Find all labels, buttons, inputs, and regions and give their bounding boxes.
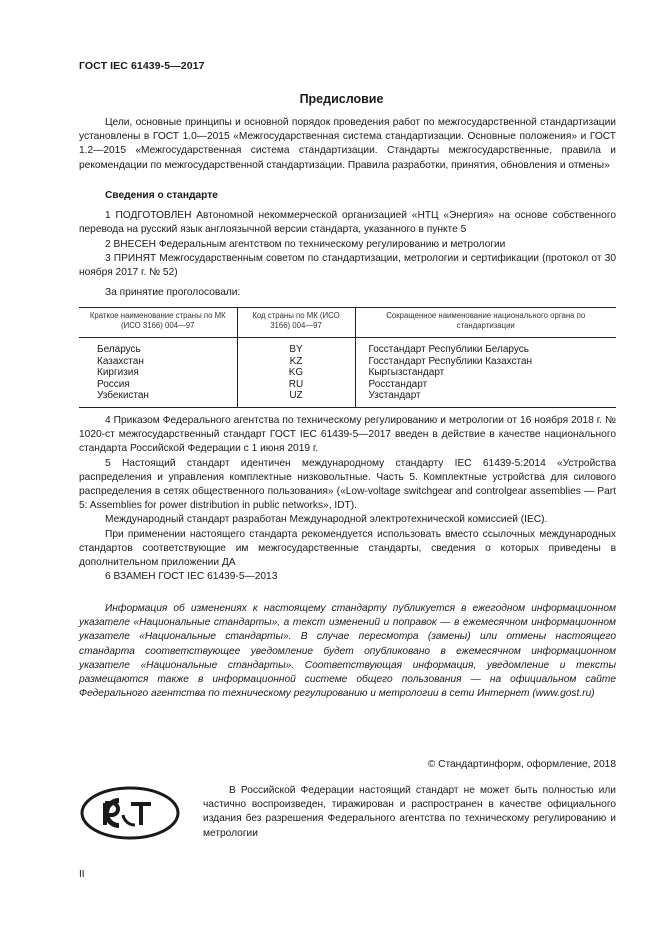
cell-body: Госстандарт Республики Казахстан — [355, 356, 616, 368]
section-heading: Сведения о стандарте — [105, 190, 218, 201]
header-country-name: Краткое наименование страны по МК (ИСО 3166) 004—97 — [89, 311, 226, 330]
header-country-code: Код страны по МК (ИСО 3166) 004—97 — [237, 308, 355, 338]
cell-country: Казахстан — [97, 355, 144, 367]
item-4: 4 Приказом Федерального агентства по техническому регулированию и метрологии от 16 ноября 2018 г. № 1020-ст межгосударственный стандарт ГОСТ IEC 61439-5—2017 введен в действие в качестве национального стандарта Российской Федерации с 1 июня 2019 г. — [79, 415, 616, 455]
table-row — [79, 379, 616, 391]
item-5: 5 Настоящий стандарт идентичен международному стандарту IEC 61439-5:2014 «Устройства распределения и управления комплектные низковольтные. Часть 5. Комплектные устройства для силового распределения в сетях общественного пользования» («Low-voltage switchgear and controlgear assemblies — Part 5: Assemblies for power distribution in public networks», IDT). — [79, 457, 616, 512]
cell-code: KG — [237, 367, 355, 379]
cell-body: Узстандарт — [355, 390, 616, 407]
cell-country: Киргизия — [97, 367, 139, 378]
cell-country: Узбекистан — [97, 390, 149, 401]
intro-block — [79, 116, 616, 173]
changes-info-notice — [79, 602, 616, 701]
table-row — [79, 390, 616, 407]
item-5-iec: Международный стандарт разработан Международной электротехнической комиссией (IEC). — [105, 514, 548, 526]
table-row — [79, 356, 616, 368]
item-5-refs: При применении настоящего стандарта рекомендуется использовать вместо ссылочных международных стандартов соответствующие им межгосударственные стандарты, сведения о которых приведены в дополнительном приложении ДА — [79, 528, 616, 569]
table-header-row — [79, 308, 616, 338]
voting-table-wrap — [79, 307, 616, 408]
doc-code-header: ГОСТ IEC 61439-5—2017 — [79, 60, 205, 72]
intro-paragraph: Цели, основные принципы и основной порядок проведения работ по межгосударственной стандартизации установлены в ГОСТ 1.0—2015 «Межгосударственная система стандартизации. Основные положения» и ГОСТ 1.2—2015 «Межгосударственная система стандартизации. Стандарты межгосударственные, правила и рекомендации по межгосударственной стандартизации. Правила разработки, принятия, обновления и отмены» — [79, 117, 616, 171]
rf-copyright-notice — [203, 784, 616, 841]
info-paragraph: Информация об изменениях к настоящему стандарту публикуется в ежегодном информационном указателе «Национальные стандарты», а текст изменений и поправок — в ежемесячном информационном указателе «Национальные стандарты». В случае пересмотра (замены) или отмены настоящего стандарта соответствующее уведомление будет опубликовано в ежемесячном информационном указателе «Национальные стандарты». Соответствующая информация, уведомление и тексты размещаются также в информационной системе общего пользования — на официальном сайте Федерального агентства по техническому регулированию и метрологии в сети Интернет (www.gost.ru) — [79, 603, 616, 700]
item-1: 1 ПОДГОТОВЛЕН Автономной некоммерческой организацией «НТЦ «Энергия» на основе собственного перевода на русский язык англоязычной версии стандарта, указанного в пункте 5 — [79, 210, 616, 236]
standard-info-block — [79, 189, 616, 300]
voted-label: За принятие проголосовали: — [105, 287, 241, 299]
table-row — [79, 338, 616, 356]
cell-body: Кыргызстандарт — [355, 367, 616, 379]
cell-code: BY — [237, 338, 355, 356]
rf-paragraph: В Российской Федерации настоящий стандарт не может быть полностью или частично воспроизведен, тиражирован и распространен в качестве официального издания без разрешения Федерального агентства по техническому регулированию и метрологии — [203, 785, 616, 839]
rst-logo-icon — [79, 785, 181, 841]
cell-code: UZ — [237, 390, 355, 407]
cell-body: Росстандарт — [355, 379, 616, 391]
cell-body: Госстандарт Республики Беларусь — [355, 338, 616, 356]
page-title: Предисловие — [299, 92, 384, 106]
cell-country: Беларусь — [97, 344, 141, 355]
header-national-body: Сокращенное наименование национального органа по стандартизации — [355, 308, 616, 338]
cell-code: RU — [237, 379, 355, 391]
item-2: 2 ВНЕСЕН Федеральным агентством по техническому регулированию и метрологии — [105, 238, 506, 250]
cell-code: KZ — [237, 356, 355, 368]
page-number: II — [79, 869, 85, 880]
standard-info-block-2 — [79, 414, 616, 584]
copyright-line: © Стандартинформ, оформление, 2018 — [427, 759, 616, 770]
cell-country: Россия — [97, 378, 130, 390]
voting-table — [79, 307, 616, 408]
item-3: 3 ПРИНЯТ Межгосударственным советом по стандартизации, метрологии и сертификации (протокол от 30 ноября 2017 г. № 52) — [79, 252, 616, 279]
item-6: 6 ВЗАМЕН ГОСТ IEC 61439-5—2013 — [105, 571, 278, 583]
table-row — [79, 367, 616, 379]
